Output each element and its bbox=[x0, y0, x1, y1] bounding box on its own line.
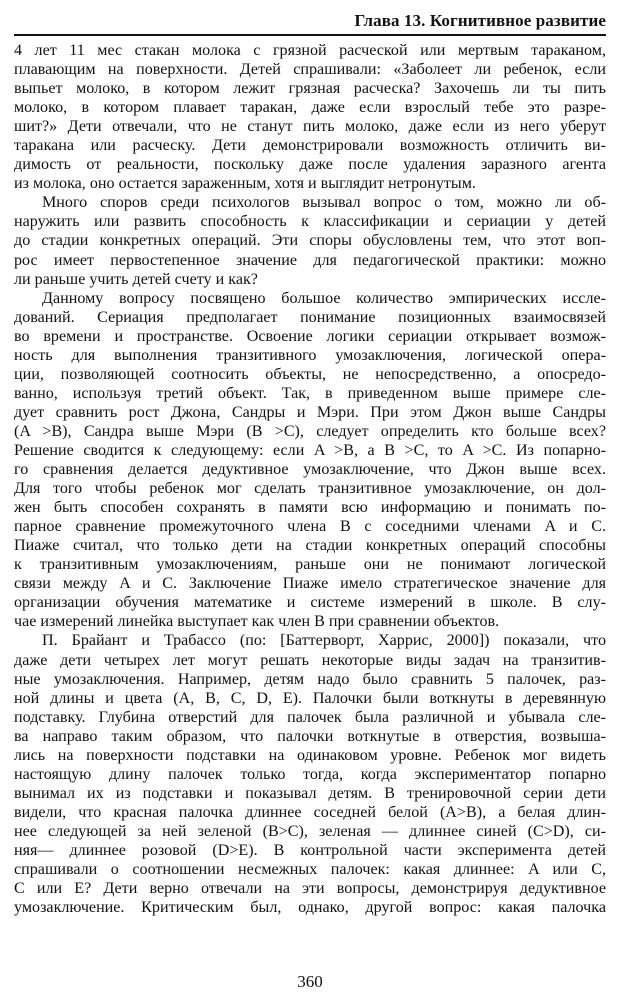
text-line: дований. Сериация предполагает понимание позиционных взаимосвязей bbox=[14, 308, 606, 326]
text-line: (A >B), Сандра выше Мэри (B >C), следует определить кто больше всех? bbox=[14, 422, 606, 440]
text-line: до стадии конкретных операций. Эти споры обусловлены тем, что этот воп- bbox=[14, 232, 606, 250]
text-line: ции, позволяющей соотносить объекты, не непосредственно, а опосредо- bbox=[14, 365, 606, 383]
text-line: вынимал их из подставки и показывал детям. В тренировочной серии дети bbox=[14, 784, 606, 802]
text-line: Много споров среди психологов вызывал вопрос о том, можно ли об- bbox=[42, 194, 606, 212]
text-line: шит?» Дети отвечали, что не станут пить молоко, даже если из него уберут bbox=[14, 118, 606, 136]
text-line: к транзитивным умозаключениям, раньше они не понимают логической bbox=[14, 556, 606, 574]
text-line: Данному вопросу посвящено большое количество эмпирических иссле- bbox=[42, 289, 606, 307]
text-line: рос имеет первостепенное значение для педагогической практики: можно bbox=[14, 251, 606, 269]
text-line: организации обучения математике и системе измерений в школе. В слу- bbox=[14, 594, 606, 612]
text-line: лись на поверхности подставки на одинаковом уровне. Ребенок мог видеть bbox=[14, 746, 606, 764]
text-line: видели, что красная палочка длиннее соседней белой (A>B), а белая длин- bbox=[14, 803, 606, 821]
text-line: 4 лет 11 мес стакан молока с грязной расческой или мертвым тараканом, bbox=[14, 42, 606, 59]
text-line: Решение сводится к следующему: если A >B, а B >C, то A >C. Из попарно- bbox=[14, 441, 606, 459]
text-line: во времени и пространстве. Освоение логики сериации открывает возмож- bbox=[14, 327, 606, 345]
page-number: 360 bbox=[297, 972, 323, 991]
text-line: C или E? Дети верно отвечали на эти вопросы, демонстрируя дедуктивное bbox=[14, 880, 606, 898]
text-line: димость от реальности, поскольку даже после удаления заразного агента bbox=[14, 156, 606, 174]
text-line: ной длины и цвета (A, B, C, D, E). Палочки были воткнуты в деревянную bbox=[14, 689, 606, 707]
text-line: настоящую длину палочек только тогда, когда экспериментатор попарно bbox=[14, 765, 606, 783]
text-line: даже дети четырех лет могут решать некоторые виды задач на транзитив- bbox=[14, 651, 606, 669]
text-line: ва направо таким образом, что палочки воткнутые в отверстия, возвыша- bbox=[14, 727, 606, 745]
text-line: нее следующей за ней зеленой (B>C), зеленая — длиннее синей (C>D), си- bbox=[14, 822, 606, 840]
text-line: таракана или расческу. Дети демонстрировали возможность отличить ви- bbox=[14, 137, 606, 155]
text-line: ванно, используя третий объект. Так, в приведенном выше примере сле- bbox=[14, 384, 606, 402]
text-line: Пиаже считал, что только дети на стадии конкретных операций способны bbox=[14, 537, 606, 555]
text-line: связи между A и C. Заключение Пиаже имело стратегическое значение для bbox=[14, 575, 606, 593]
text-line: дует сравнить рост Джона, Сандры и Мэри. При этом Джон выше Сандры bbox=[14, 403, 606, 421]
text-line: плавающим на поверхности. Детей спрашивали: «Заболеет ли ребенок, если bbox=[14, 61, 606, 79]
text-line: молоко, в котором плавает таракан, даже если взрослый тебе это разре- bbox=[14, 99, 606, 117]
page-body-text bbox=[14, 41, 606, 917]
text-line: спрашивали о соотношении несмежных палочек: какая длиннее: A или C, bbox=[14, 861, 606, 879]
text-line: Для того чтобы ребенок мог сделать транзитивное умозаключение, он дол- bbox=[14, 480, 606, 498]
text-line: жен быть способен сохранять в памяти всю информацию и понимать по- bbox=[14, 499, 606, 517]
running-header bbox=[14, 4, 606, 36]
text-line: ность для выполнения транзитивного умозаключения, логической опера- bbox=[14, 346, 606, 364]
text-line: го сравнения делается дедуктивное умозаключение, что Джон выше всех. bbox=[14, 461, 606, 479]
text-line: П. Брайант и Трабассо (по: [Баттерворт, Харрис, 2000]) показали, что bbox=[42, 632, 606, 650]
text-line: ли раньше учить детей счету и как? bbox=[14, 270, 258, 288]
text-line: из молока, оно остается зараженным, хотя и выглядит нетронутым. bbox=[14, 175, 476, 193]
chapter-title: Глава 13. Когнитивное развитие bbox=[354, 11, 606, 30]
text-line: чае измерений линейка выступает как член B при сравнении объектов. bbox=[14, 613, 500, 631]
text-line: подставку. Глубина отверстий для палочек была различной и убывала сле- bbox=[14, 708, 606, 726]
text-line: наружить или развить способность к классификации и сериации у детей bbox=[14, 213, 606, 231]
text-line: няя— длиннее розовой (D>E). В контрольной части эксперимента детей bbox=[14, 841, 606, 859]
text-line: парное сравнение промежуточного члена B с соседними членами A и C. bbox=[14, 518, 606, 536]
text-line: умозаключение. Критическим был, однако, другой вопрос: какая палочка bbox=[14, 899, 606, 917]
text-line: ные умозаключения. Например, детям надо было сравнить 5 палочек, раз- bbox=[14, 670, 606, 688]
text-line: выпьет молоко, в котором лежит грязная расческа? Захочешь ли ты пить bbox=[14, 80, 606, 98]
